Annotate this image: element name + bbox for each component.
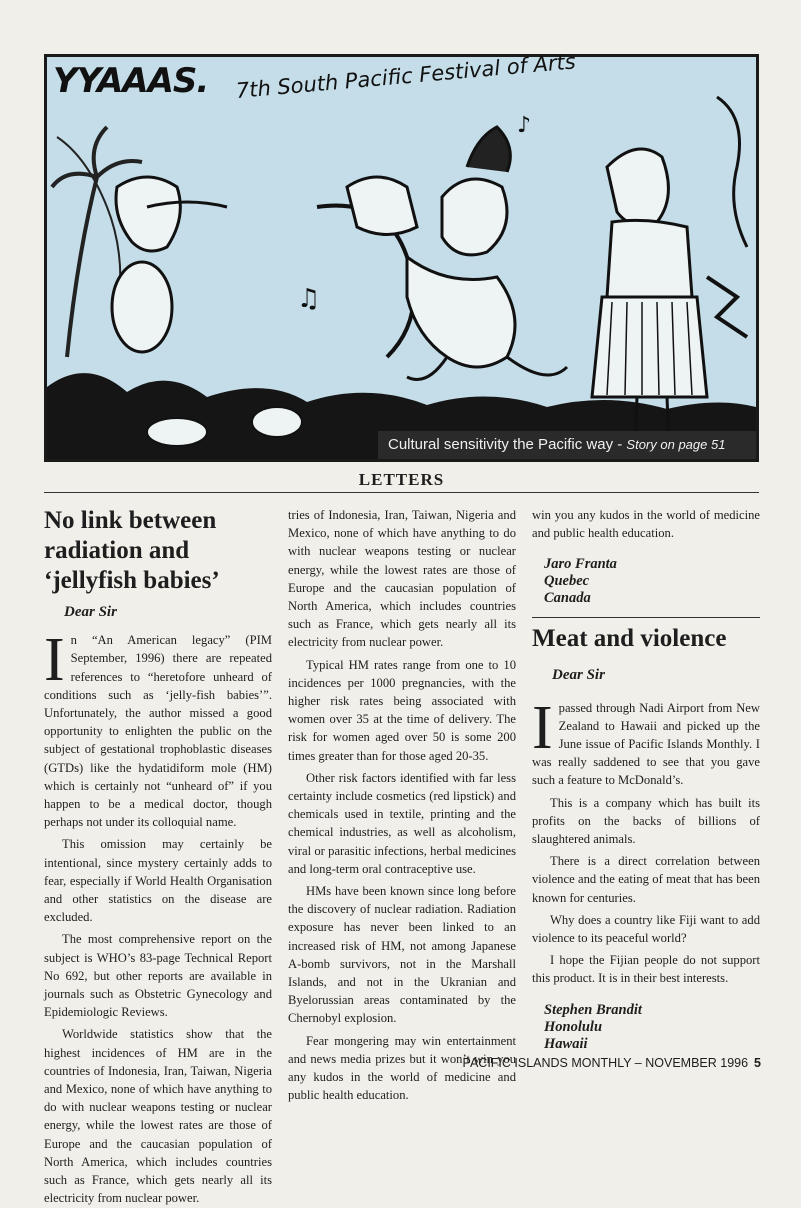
letter2-paragraph-5: I hope the Fijian people do not support this product. It is in their best interests. bbox=[532, 953, 760, 986]
letter2-signature bbox=[544, 1002, 760, 1053]
cartoon-caption bbox=[378, 431, 756, 459]
letter2-signature-state: Hawaii bbox=[544, 1035, 588, 1052]
letter2-paragraph-4: Why does a country like Fiji want to add violence to its peaceful world? bbox=[532, 912, 760, 946]
letter2-headline: Meat and violence bbox=[532, 625, 727, 653]
caption-story-link: Story on page 51 bbox=[626, 437, 726, 452]
section-rule bbox=[44, 492, 759, 493]
letter2-dropcap: I bbox=[532, 693, 553, 762]
letter1-paragraph-2: This omission may certainly be intentional, since mystery certainly adds to fear, especially if World Health Organisation and other statistics on the disease are excluded. bbox=[44, 837, 272, 925]
footer-publication: PACIFIC ISLANDS MONTHLY – NOVEMBER 1996 bbox=[462, 1056, 749, 1070]
letter1-paragraph-8: Fear mongering may win entertainment and news media prizes but it won’t win you any kudos in the world of medicine and public health education. bbox=[288, 1033, 516, 1103]
cartoon-drawing bbox=[47, 57, 756, 459]
letter1-dropcap: I bbox=[44, 626, 65, 695]
letter2-paragraph-1: Ipassed through Nadi Airport from New Zealand to Hawaii and picked up the June issue of Pacific Islands Monthly. I was really saddened to see that you gave such a feature to McDonald’s. bbox=[532, 693, 760, 788]
letter2-salutation: Dear Sir bbox=[552, 667, 605, 684]
cartoon-illustration bbox=[44, 49, 759, 462]
letter1-paragraph-8-cont: win you any kudos in the world of medicine and public health education. bbox=[532, 508, 760, 541]
letter1-paragraph-7: HMs have been known since long before the discovery of nuclear radiation. Radiation exposure has never been linked to an increased risk of HM, not among Japanese A-bomb survivors, not in the Marshall Islands, and not in the Ukranian and Byelorussian areas contaminated by the Chernobyl explosion. bbox=[288, 884, 516, 1026]
letter1-signature-city: Quebec bbox=[544, 573, 590, 590]
letter1-headline: No link between radiation and ‘jellyfish babies’ bbox=[44, 507, 220, 594]
letter2-signature-city: Honolulu bbox=[544, 1018, 603, 1035]
letter1-paragraph-1: In “An American legacy” (PIM September, 1996) there are repeated references to “heretofore unheard of conditions such as ‘jelly-fish babies’”. Unfortunately, the author missed a good opportunity to enlighten the public on the subject of gestational trophoblastic diseases (GTDs) like the hydatidiform mole (HM) which is certainly not “unheard of” if you happen to be a medical doctor, though perhaps not under its colloquial name. bbox=[44, 626, 272, 830]
letter1-signature-country: Canada bbox=[544, 590, 591, 607]
section-heading: LETTERS bbox=[358, 470, 445, 489]
letter2-signature-name: Stephen Brandit bbox=[544, 1001, 642, 1018]
letter1-signature-name: Jaro Franta bbox=[544, 556, 617, 573]
column-3 bbox=[532, 506, 760, 1053]
column-rule bbox=[532, 617, 760, 618]
caption-text: Cultural sensitivity the Pacific way - bbox=[388, 436, 627, 453]
letter1-signature bbox=[544, 556, 760, 607]
column-1 bbox=[44, 506, 272, 1206]
svg-text:♫: ♫ bbox=[297, 284, 321, 314]
page-footer bbox=[463, 1056, 761, 1070]
letter1-paragraph-3: The most comprehensive report on the subject is WHO’s 83-page Technical Report No 692, but other reports are available in journals such as Obstetric Gynecology and Epidemiologic Reviews. bbox=[44, 932, 272, 1020]
svg-text:♪: ♪ bbox=[517, 113, 532, 138]
letter1-paragraph-5: Typical HM rates range from one to 10 incidences per 1000 pregnancies, with the higher risk rates being associated with women over 35 at the time of delivery. The risk for women aged over 50 is some 200 times greater than for those aged 20-35. bbox=[288, 657, 516, 763]
letter1-paragraph-4: Worldwide statistics show that the highest incidences of HM are in the countries of Indonesia, Iran, Taiwan, Nigeria and Mexico, none of which have anything to do with nuclear weapons testing or nuclear energy, while the lowest rates are those of Europe and the caucasian population of North America, which includes countries such as France, which gets nearly all its electricity from nuclear power. bbox=[44, 1027, 272, 1206]
page-number: 5 bbox=[754, 1056, 761, 1070]
letter1-salutation: Dear Sir bbox=[64, 604, 117, 620]
cartoon-title: 7th South Pacific Festival of Arts bbox=[234, 49, 577, 103]
letter1-paragraph-4-cont: tries of Indonesia, Iran, Taiwan, Nigeria and Mexico, none of which have anything to do with nuclear weapons testing or nuclear energy, while the lowest rates are those of Europe and the caucasian population of North America, which includes countries such as France, which gets nearly all its electricity from nuclear power. bbox=[288, 508, 516, 650]
letter2-paragraph-2: This is a company which has built its profits on the backs of billions of slaughtered animals. bbox=[532, 795, 760, 847]
letter2-paragraph-3: There is a direct correlation between violence and the eating of meat that has been known for centuries. bbox=[532, 854, 760, 905]
cartoon-logo: YYAAAS. bbox=[53, 61, 209, 101]
column-2 bbox=[288, 506, 516, 1103]
letter1-paragraph-6: Other risk factors identified with far less certainty include cosmetics (red lipstick) and chemicals used in textile, printing and the chemical industries, as well as alcoholism, viral or parasitic infections, herbal medicines and long-term oral contraceptive use. bbox=[288, 770, 516, 876]
